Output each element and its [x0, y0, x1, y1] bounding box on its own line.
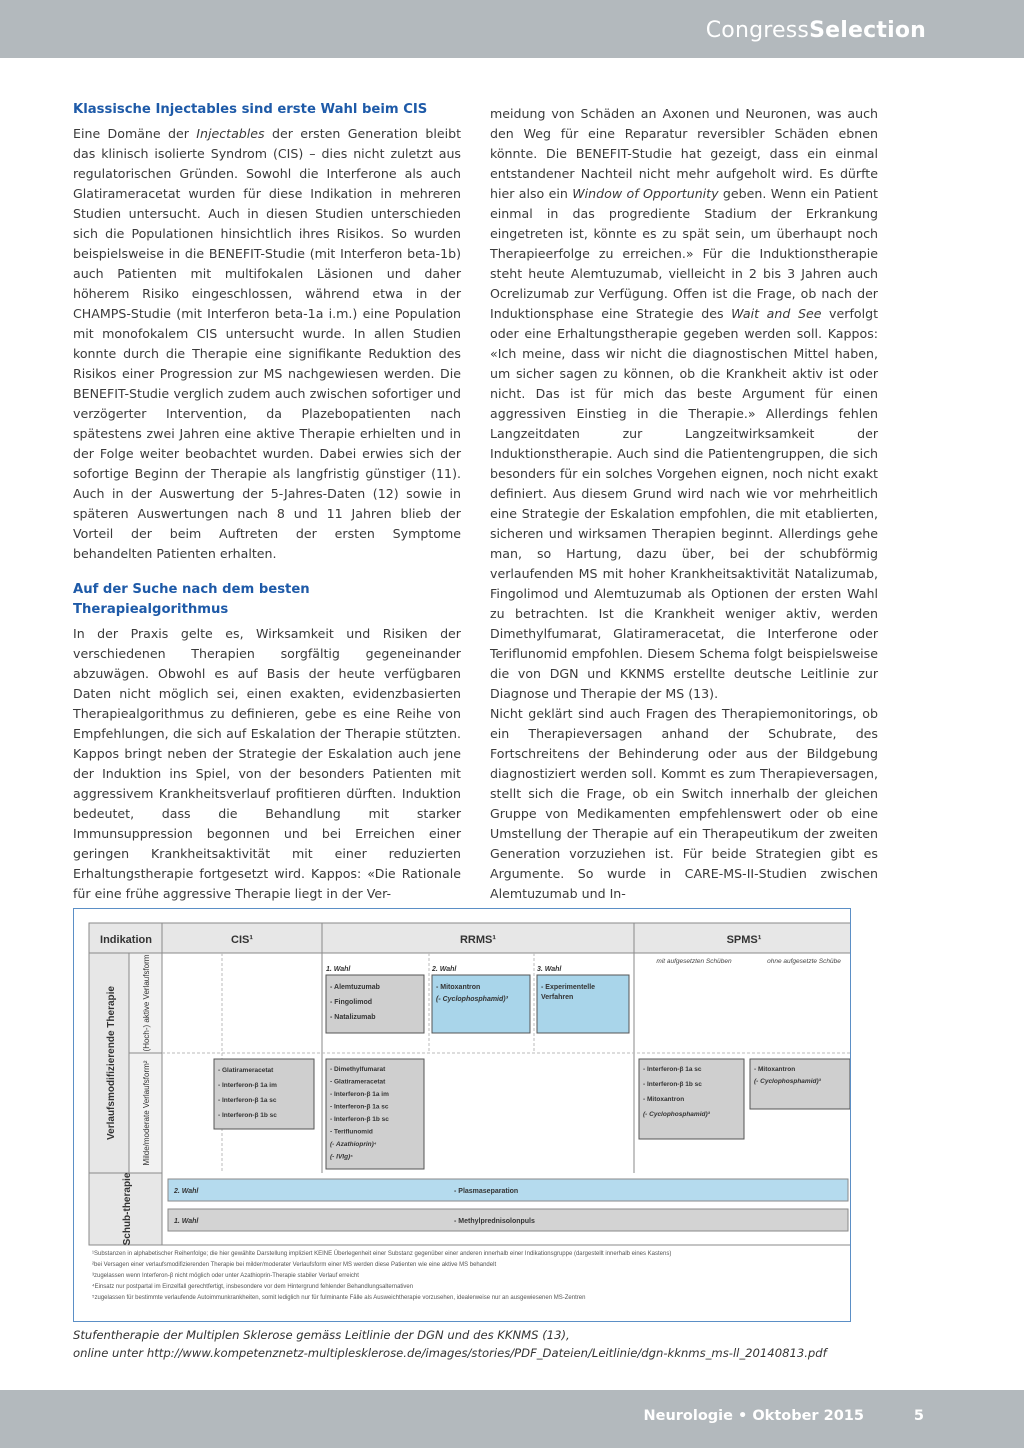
diagram-list-item: (- Cyclophosphamid)³ [436, 996, 508, 1003]
col-rrms: RRMS¹ [459, 934, 497, 946]
diagram-list-item: - Mitoxantron [643, 1096, 685, 1103]
paragraph: In der Praxis gelte es, Wirksamkeit und Risiken der verschiedenen Therapien sorgfältig gegeneinander abzuwägen. Obwohl es auf Basis der heute verfügbaren Daten nicht möglich sei, einen exakten, evidenzbasierten Therapiealgorithmus zu definieren, gebe es eine Reihe von Empfehlungen, die sich auf Eskalation der Therapie stützten. Kappos bringt neben der Strategie der Eskalation auch jene der Induktion ins Spiel, von der besonders Patienten mit aggressivem Krankheitsverlauf profitieren dürften. Induktion bedeutet, dass die Behandlung mit starker Immunsuppression begonnen und bei Erreichen einer geringen Krankheitsaktivität mit einer reduzierten Erhaltungstherapie fortgesetzt wird. Kappos: «Die Rationale für eine frühe aggressive Therapie liegt in der Ver- [73, 626, 461, 901]
page-number: 5 [913, 1408, 924, 1424]
diagram-list-item: (- Cyclophosphamid)³ [754, 1078, 821, 1085]
column-left [73, 100, 461, 904]
wahl-2-label: 2. Wahl [432, 966, 457, 973]
heading-cis: Klassische Injectables sind erste Wahl beim CIS [73, 102, 428, 117]
diagram-list-item: - Mitoxantron [754, 1066, 796, 1073]
diagram-list-item: - Glatirameracetat [330, 1078, 386, 1086]
caption-line-2: online unter http://www.kompetenznetz-multiplesklerose.de/images/stories/PDF_Dateien/Leitlinie/dgn-kknms_ms-ll_20140813.pdf [73, 1346, 827, 1360]
diagram-list-item: - Interferon-β 1a im [330, 1091, 389, 1098]
diagram-list-item: - Interferon-β 1b sc [643, 1081, 702, 1088]
caption-line-1: Stufentherapie der Multiplen Sklerose gemäss Leitlinie der DGN und des KKNMS (13), [73, 1328, 570, 1342]
therapy-diagram [74, 909, 850, 1321]
diagram-list-item: - Glatirameracetat [218, 1067, 274, 1074]
therapy-diagram-figure [73, 908, 851, 1322]
diagram-list-item: - Alemtuzumab [330, 984, 380, 991]
spms-with-header: mit aufgesetzten Schüben [656, 958, 732, 965]
row-schub-label: Schub-therapie [122, 1172, 133, 1246]
schub-1-text: - Methylprednisolonpuls [454, 1218, 535, 1225]
footnote-line: ³zugelassen wenn Interferon-β nicht möglich oder unter Azathioprin-Therapie stabiler Verlauf erreicht [92, 1273, 359, 1279]
footer-journal: Neurologie • Oktober 2015 [643, 1408, 864, 1424]
diagram-list-item: - Interferon-β 1b sc [218, 1112, 277, 1119]
diagram-list-item: Verfahren [541, 994, 574, 1001]
paragraph: Eine Domäne der Injectables der ersten Generation bleibt das klinisch isolierte Syndrom (CIS) – dies nicht zuletzt aus regulatorischen Gründen. Sowohl die Interferone als auch Glatirameracetat wurden für diese Indikation in mehreren Studien untersucht. Auch in diesen Studien unterschieden sich die Populationen hinsichtlich ihres Risikos. So wurden beispielsweise in die BENEFIT-Studie (mit Interferon beta-1b) auch Patienten mit multifokalen Läsionen und daher höherem Risiko eingeschlossen, während etwa in der CHAMPS-Studie (mit Interferon beta-1a i.m.) eine Population mit monofokalem CIS untersucht wurde. In allen Studien konnte durch die Therapie eine signifikante Reduktion des Risikos einer Progression zur MS nachgewiesen werden. Die BENEFIT-Studie verglich zudem auch zwischen sofortiger und verzögerter Intervention, da Plazebopatienten nach spätestens zwei Jahren eine aktive Therapie erhielten und in der Folge weiter beobachtet wurden. Dabei erwies sich der sofortige Beginn der Therapie als langfristig günstiger (11). Auch in der Auswertung der 5-Jahres-Daten (12) sowie in späteren Auswertungen nach 8 und 11 Jahren blieb der Vorteil der beim Auftreten der ersten Symptome behandelten Patienten erhalten. [73, 126, 462, 561]
diagram-list-item: (- IVIg)⁵ [330, 1153, 353, 1161]
diagram-list-item: - Interferon-β 1a im [218, 1082, 277, 1089]
footnote-line: ²bei Versagen einer verlaufsmodifizierenden Therapie bei milder/moderater Verlaufsform einer MS werden diese Patienten wie eine aktive MS behandelt [92, 1262, 497, 1268]
col-spms: SPMS¹ [726, 934, 762, 946]
diagram-list-item: - Mitoxantron [436, 984, 481, 991]
wahl-1-label: 1. Wahl [326, 966, 351, 973]
schub-2-label: 2. Wahl [174, 1188, 199, 1195]
diagram-list-item: - Teriflunomid [330, 1128, 373, 1136]
row-high-label: (Hoch-) aktive Verlaufsform [142, 954, 151, 1052]
col-cis: CIS¹ [231, 934, 253, 946]
diagram-list-item: - Fingolimod [330, 999, 372, 1006]
diagram-list-item: - Interferon-β 1a sc [218, 1097, 277, 1104]
diagram-list-item: - Interferon-β 1a sc [330, 1103, 389, 1111]
diagram-list-item: - Interferon-β 1b sc [330, 1116, 389, 1123]
diagram-footnotes [92, 1250, 671, 1301]
footnote-line: ⁴Einsatz nur postpartal im Einzelfall gerechtfertigt, insbesondere vor dem Hintergrund fehlender Behandlungsalternativen [92, 1284, 414, 1290]
brand-logo: CongressSelection [705, 18, 926, 43]
footnote-line: ¹Substanzen in alphabetischer Reihenfolge; die hier gewählte Darstellung impliziert KEINE Überlegenheit einer Substanz gegenüber einer anderen innerhalb einer Indikationsgruppe (dargestellt innerhalb eines Kastens) [92, 1251, 672, 1257]
col-indikation: Indikation [100, 934, 152, 946]
heading-algorithm: Auf der Suche nach dem besten Therapiealgorithmus [73, 582, 310, 617]
wahl-3-label: 3. Wahl [537, 966, 562, 973]
diagram-list-item: - Dimethylfumarat [330, 1066, 386, 1073]
row-mild-label: Milde/moderate Verlaufsform² [142, 1060, 151, 1166]
schub-1-label: 1. Wahl [174, 1218, 199, 1225]
spms-without-header: ohne aufgesetzte Schübe [767, 958, 841, 965]
footer-bar [0, 1390, 1024, 1448]
figure-caption [73, 1326, 933, 1362]
paragraph: meidung von Schäden an Axonen und Neuronen, was auch den Weg für eine Reparatur reversibler Schäden ebnen könnte. Die BENEFIT-Studie hat gezeigt, dass ein einmal entstandener Nachteil nicht mehr aufgeholt wird. Es dürfte hier also ein Window of Opportunity geben. Wenn ein Patient einmal in das progrediente Stadium der Erkrankung eingetreten ist, könnte es zu spät sein, um überhaupt noch Therapieerfolge zu erreichen.» Für die Induktionstherapie steht heute Alemtuzumab, vielleicht in 2 bis 3 Jahren auch Ocrelizumab zur Verfügung. Offen ist die Frage, ob nach der Induktionsphase eine Strategie des Wait and See verfolgt oder eine Erhaltungstherapie gegeben werden soll. Kappos: «Ich meine, dass wir nicht die diagnostischen Mittel haben, um sicher sagen zu können, ob die Krankheit aktiv ist oder nicht. Das ist für mich das beste Argument für einen aggressiven Einstieg in die Therapie.» Allerdings fehlen Langzeitdaten zur Langzeitwirksamkeit der Induktionstherapie. Auch sind die Patientengruppen, die sich besonders für ein solches Vorgehen eignen, noch nicht exakt definiert. Aus diesem Grund wird nach wie vor mehrheitlich eine Strategie der Eskalation empfohlen, die mit etablierten, sicheren und wirksamen Therapien beginnt. Allerdings gehe man, so Hartung, dazu über, bei der schubförmig verlaufenden MS mit hoher Krankheitsaktivität Natalizumab, Fingolimod und Alemtuzumab als Optionen der ersten Wahl zu betrachten. Ist die Krankheit weniger aktiv, werden Dimethylfumarat, Glatirameracetat, die Interferone oder Teriflunomid empfohlen. Diesem Schema folgt beispielsweise die von DGN und KKNMS erstellte deutsche Leitlinie zur Diagnose und Therapie der MS (13). [490, 106, 879, 701]
diagram-list-item: (- Azathioprin)⁴ [330, 1141, 377, 1148]
diagram-list-item: - Natalizumab [330, 1014, 376, 1021]
footnote-line: ⁵zugelassen für bestimmte verlaufende Autoimmunkrankheiten, somit lediglich nur für fulminante Fälle als Ausweichtherapie vorzusehen, idealerweise nur an ausgewiesenen MS-Zentren [92, 1295, 586, 1301]
schub-2-text: - Plasmaseparation [454, 1188, 519, 1195]
diagram-list-item: - Experimentelle [541, 984, 596, 991]
diagram-list-item: - Interferon-β 1a sc [643, 1066, 702, 1073]
paragraph: Nicht geklärt sind auch Fragen des Therapiemonitorings, ob ein Therapieversagen anhand der Schubrate, des Fortschreitens der Behinderung oder aus der Bildgebung diagnostiziert werden soll. Kommt es zum Therapieversagen, stellt sich die Frage, ob ein Switch innerhalb der gleichen Gruppe von Medikamenten empfehlenswert oder ob eine Umstellung der Therapie auf ein Therapeutikum der zweiten Generation vorzuziehen ist. Für beide Strategien gibt es Argumente. So wurde in CARE-MS-II-Studien zwischen Alemtuzumab und In- [490, 706, 878, 901]
diagram-list-item: (- Cyclophosphamid)³ [643, 1111, 710, 1118]
column-right [490, 104, 878, 904]
row-group-label: Verlaufsmodifizierende Therapie [106, 986, 117, 1140]
